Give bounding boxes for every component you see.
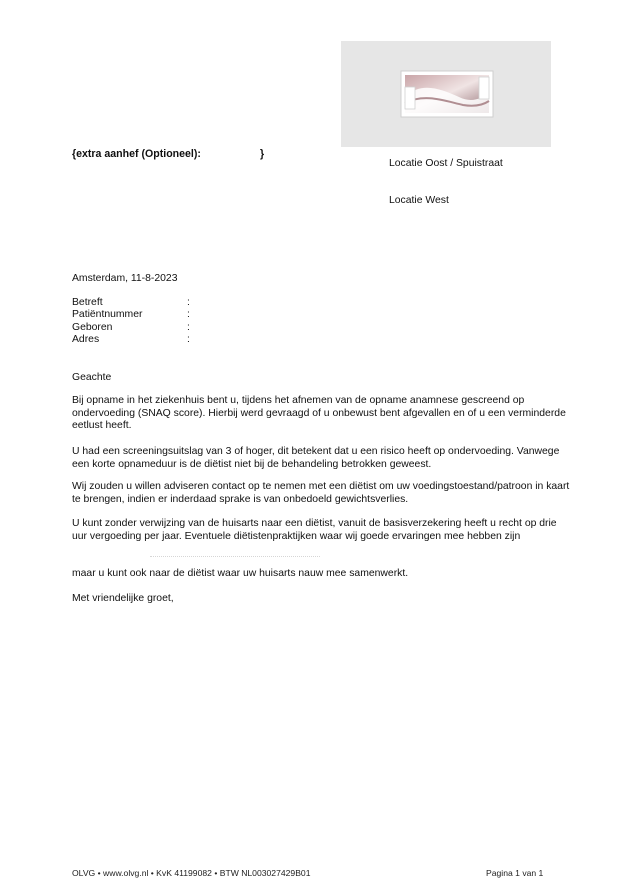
body-paragraph: U had een screeningsuitslag van 3 of hoger, dit betekent dat u een risico heeft op ondervoeding. Vanwege een korte opnameduur is de diëtist niet bij de behandeling betrokken geweest. bbox=[72, 446, 560, 470]
salutation-open: {extra aanhef (Optioneel): bbox=[72, 148, 201, 160]
hospital-logo bbox=[341, 41, 551, 147]
field-colon: : bbox=[187, 297, 190, 308]
body-paragraph: U kunt zonder verwijzing van de huisarts naar een diëtist, vanuit de basisverzekering heeft u recht op drie uur vergoeding per jaar. Eventuele diëtistenpraktijken waar wij goede ervaringen mee hebben zijn bbox=[72, 518, 557, 542]
field-label: Geboren bbox=[72, 321, 113, 333]
field-label: Betreft bbox=[72, 297, 103, 308]
body-paragraph: maar u kunt ook naar de diëtist waar uw huisarts nauw mee samenwerkt. bbox=[72, 568, 409, 579]
page-number: Pagina 1 van 1 bbox=[486, 868, 544, 878]
location-west: Locatie West bbox=[389, 195, 449, 206]
body-paragraph: Wij zouden u willen adviseren contact op te nemen met een diëtist om uw voedingstoestand/patroon in kaart te brengen, indien er inderdaad sprake is van onbedoeld gewichtsverlies. bbox=[72, 481, 570, 505]
greeting: Geachte bbox=[72, 372, 112, 383]
optional-salutation bbox=[72, 148, 265, 160]
footer-company-line: OLVG • www.olvg.nl • KvK 41199082 • BTW NL003027429B01 bbox=[72, 868, 311, 878]
field-label: Patiëntnummer bbox=[72, 309, 143, 321]
salutation-close: } bbox=[260, 148, 265, 160]
body-paragraph: Bij opname in het ziekenhuis bent u, tijdens het afnemen van de opname anamnese gescreend op ondervoeding (SNAQ score). Hierbij werd gevraagd of u onbewust bent afgevallen en of u een verminderde eetlust heeft. bbox=[72, 395, 566, 432]
date-line: Amsterdam, 11-8-2023 bbox=[72, 273, 178, 284]
field-label: Adres bbox=[72, 333, 100, 345]
field-colon: : bbox=[187, 333, 190, 345]
field-colon: : bbox=[187, 309, 190, 321]
logo-mark-icon bbox=[341, 41, 551, 147]
location-east: Locatie Oost / Spuistraat bbox=[389, 158, 503, 169]
faint-placeholder-line bbox=[150, 556, 320, 558]
closing: Met vriendelijke groet, bbox=[72, 593, 174, 604]
field-colon: : bbox=[187, 321, 190, 333]
